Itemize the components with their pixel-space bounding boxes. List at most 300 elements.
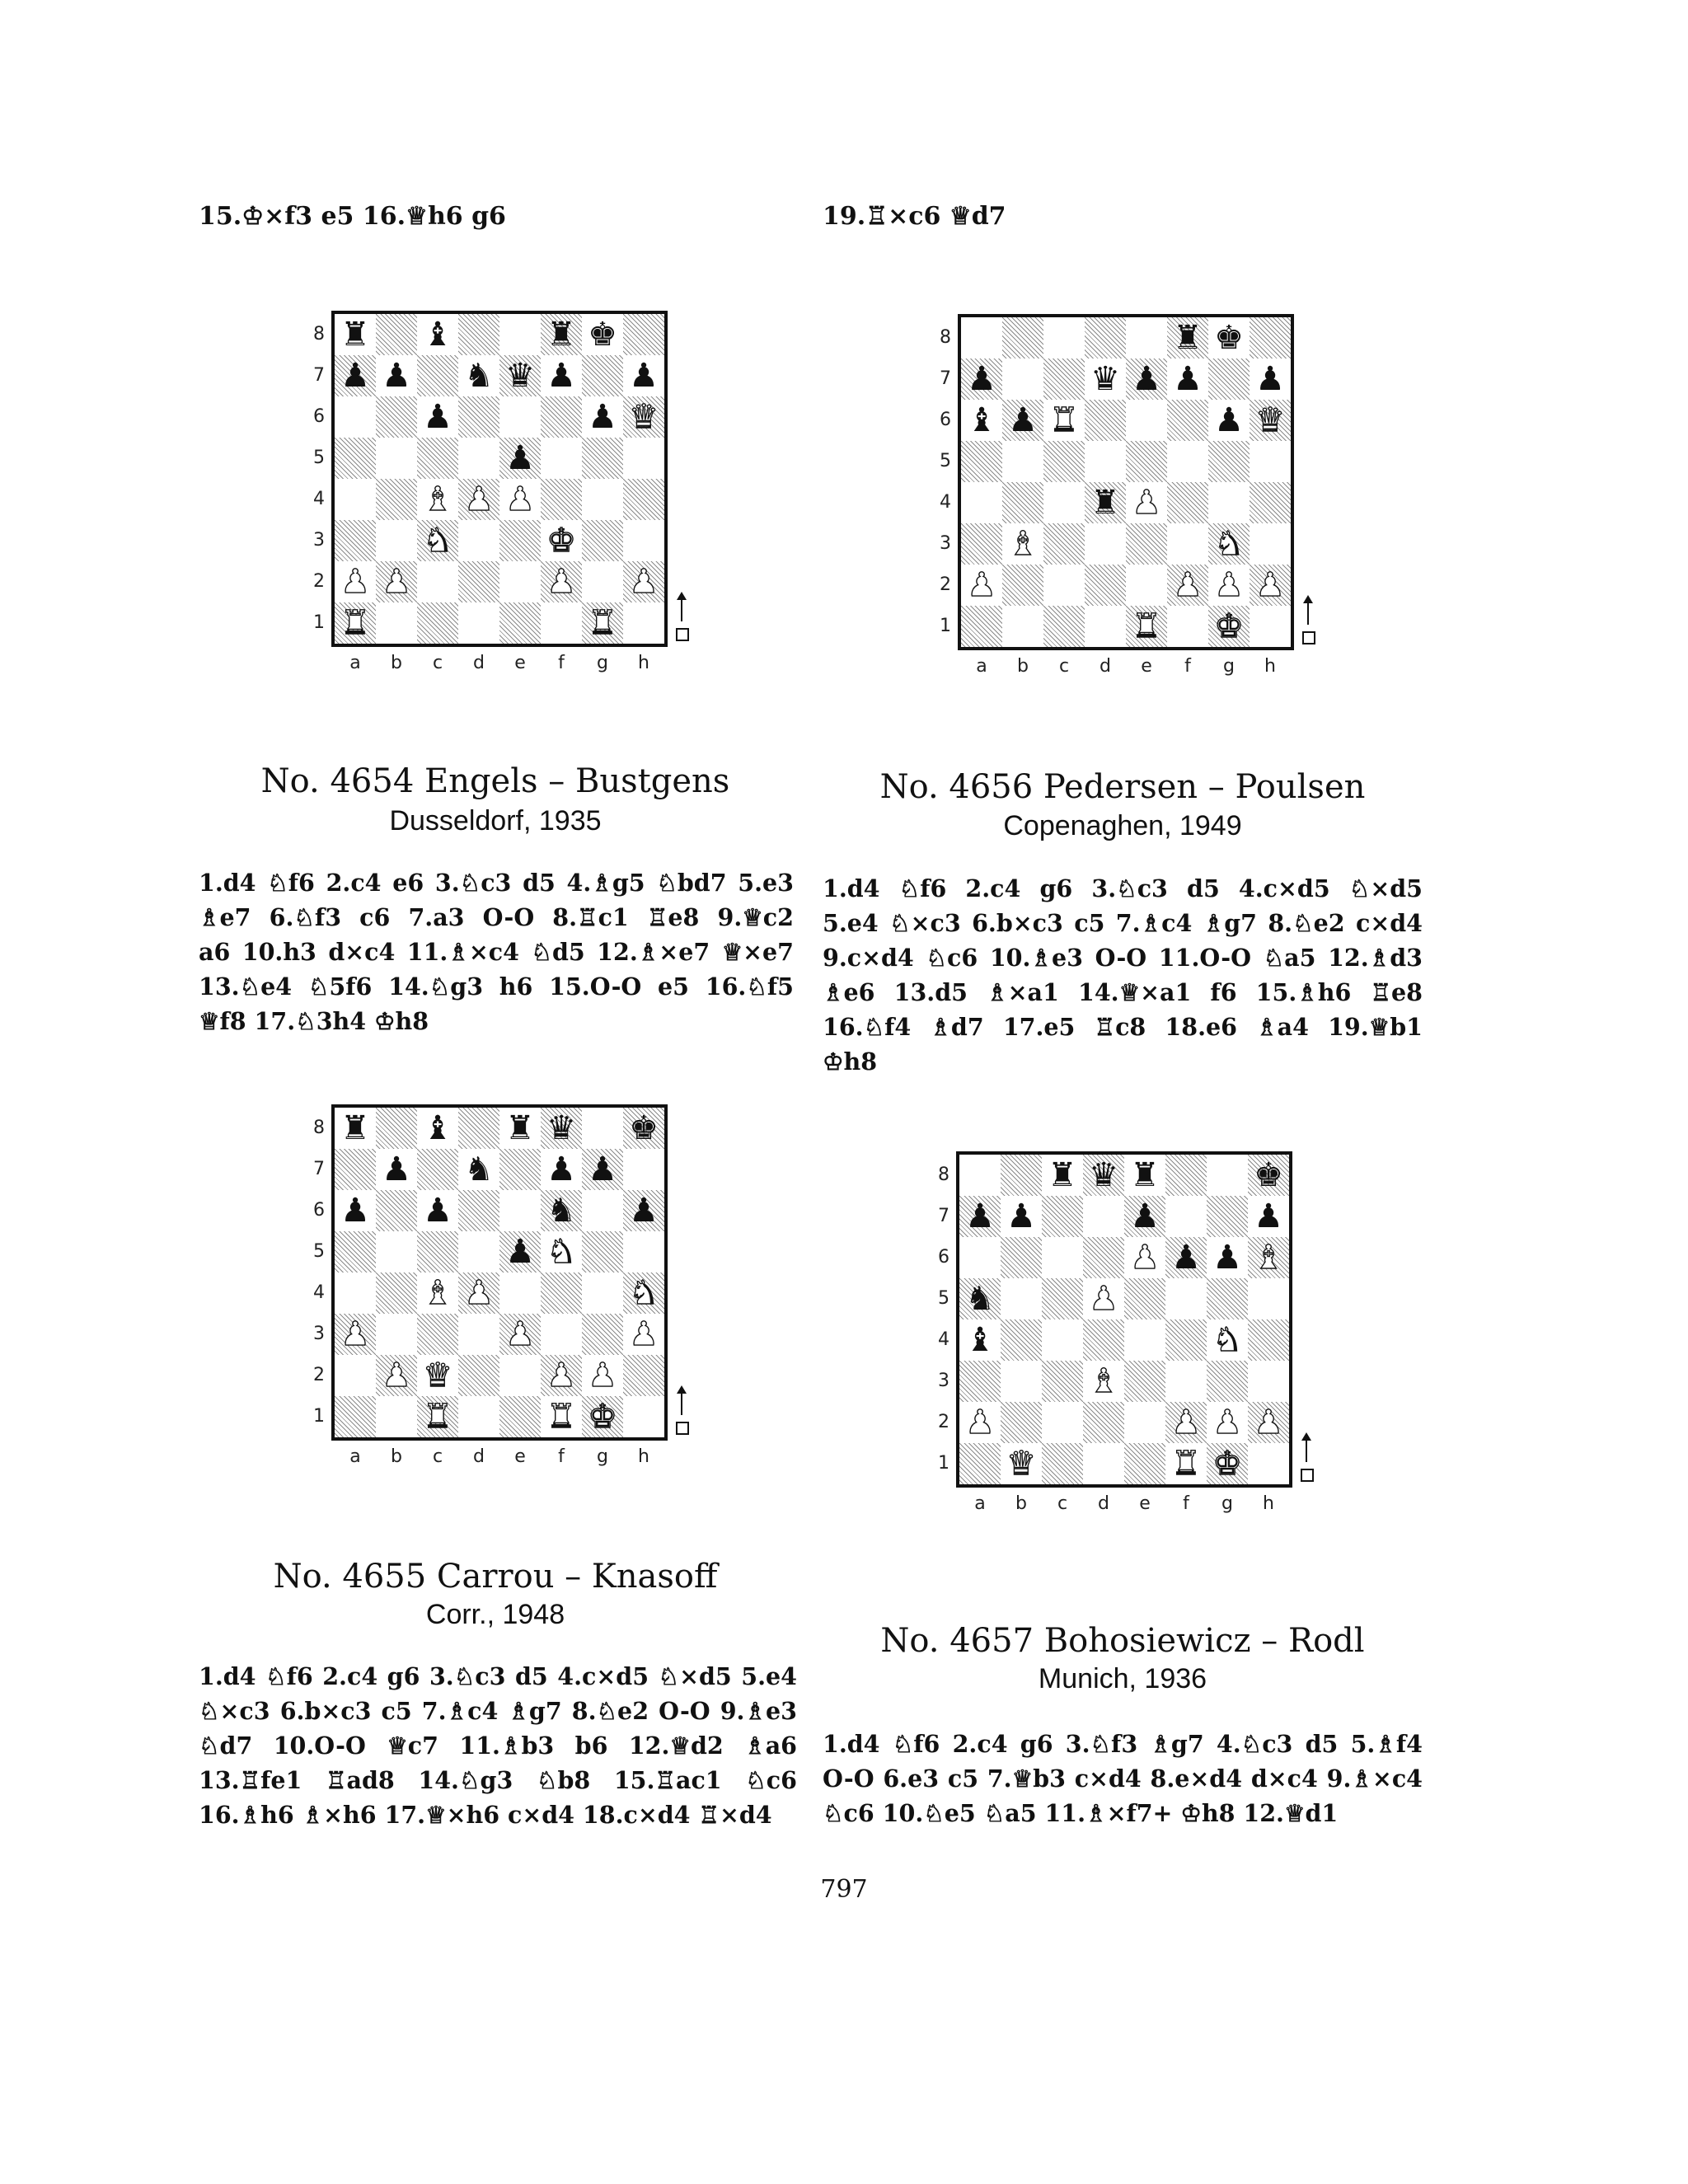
file-label: f bbox=[1184, 656, 1191, 677]
white-pawn-icon: ♟ bbox=[1130, 1239, 1160, 1277]
game-moves-4655 bbox=[199, 1659, 797, 1832]
black-pawn-icon: ♟ bbox=[967, 360, 996, 398]
board-square-b3 bbox=[376, 520, 417, 561]
board-square-g7 bbox=[1207, 1196, 1248, 1237]
board-square-c5 bbox=[1043, 441, 1085, 482]
move-line: ♗e6 13.d5 ♗×a1 14.♕×a1 f6 15.♗h6 ♖e8 bbox=[823, 978, 1423, 1006]
board-square-d5 bbox=[458, 438, 499, 479]
white-bishop-icon: ♝ bbox=[423, 480, 452, 518]
board-square-d5 bbox=[1085, 441, 1126, 482]
board-square-e5 bbox=[1124, 1278, 1165, 1319]
board-square-f2 bbox=[1165, 1402, 1207, 1443]
board-square-e3 bbox=[1126, 523, 1167, 565]
board-square-h5 bbox=[1250, 441, 1291, 482]
board-square-a8 bbox=[961, 317, 1002, 359]
white-pawn-icon: ♟ bbox=[1173, 566, 1203, 604]
black-rook-icon: ♜ bbox=[340, 1109, 370, 1147]
board-square-e6 bbox=[1126, 400, 1167, 441]
file-label: e bbox=[1141, 656, 1152, 677]
rank-label: 6 bbox=[313, 406, 325, 427]
board-square-h8 bbox=[1248, 1155, 1289, 1196]
board-square-b8 bbox=[376, 1108, 417, 1149]
board-square-f3 bbox=[541, 1314, 582, 1355]
board-square-a7 bbox=[961, 359, 1002, 400]
black-rook-icon: ♜ bbox=[505, 1109, 535, 1147]
board-square-d3 bbox=[1085, 523, 1126, 565]
rank-label: 8 bbox=[940, 327, 951, 348]
white-pawn-icon: ♟ bbox=[629, 1315, 659, 1353]
board-square-b8 bbox=[376, 314, 417, 355]
rank-label: 2 bbox=[313, 571, 325, 592]
board-square-g3 bbox=[582, 1314, 623, 1355]
board-square-e1 bbox=[1124, 1443, 1165, 1484]
black-rook-icon: ♜ bbox=[1090, 484, 1120, 522]
board-square-b3 bbox=[376, 1314, 417, 1355]
board-square-e1 bbox=[499, 602, 541, 644]
board-square-b3 bbox=[1002, 523, 1043, 565]
board-square-d6 bbox=[1083, 1237, 1124, 1278]
white-king-icon: ♚ bbox=[588, 1398, 617, 1436]
board-square-e2 bbox=[499, 1355, 541, 1396]
board-square-d1 bbox=[458, 1396, 499, 1437]
board-square-f5 bbox=[541, 1231, 582, 1272]
board-square-d8 bbox=[1085, 317, 1126, 359]
board-square-h6 bbox=[1248, 1237, 1289, 1278]
board-square-d3 bbox=[1083, 1361, 1124, 1402]
file-label: a bbox=[349, 653, 361, 673]
move-line: 5.e4 ♘×c3 6.b×c3 c5 7.♗c4 ♗g7 8.♘e2 c×d4 bbox=[823, 909, 1423, 937]
board-square-h4 bbox=[623, 1272, 664, 1314]
white-pawn-icon: ♟ bbox=[340, 1315, 370, 1353]
file-label: g bbox=[1223, 656, 1235, 677]
board-square-f6 bbox=[1167, 400, 1208, 441]
board-square-b5 bbox=[1001, 1278, 1042, 1319]
move-line: 1.d4 ♘f6 2.c4 g6 3.♘c3 d5 4.c×d5 ♘×d5 bbox=[823, 874, 1423, 902]
black-pawn-icon: ♟ bbox=[588, 1151, 617, 1188]
black-pawn-icon: ♟ bbox=[1006, 1197, 1036, 1235]
board-square-h1 bbox=[1250, 606, 1291, 647]
board-square-h4 bbox=[1250, 482, 1291, 523]
board-square-h2 bbox=[1248, 1402, 1289, 1443]
board-square-c3 bbox=[1043, 523, 1085, 565]
white-bishop-icon: ♝ bbox=[1089, 1362, 1118, 1400]
board-square-d1 bbox=[458, 602, 499, 644]
board-square-d3 bbox=[458, 1314, 499, 1355]
white-rook-icon: ♜ bbox=[1171, 1445, 1201, 1483]
board-square-e7 bbox=[499, 355, 541, 396]
board-square-f7 bbox=[541, 1149, 582, 1190]
move-line: 13.♘e4 ♘5f6 14.♘g3 h6 15.O-O e5 16.♘f5 bbox=[199, 972, 794, 1001]
game-place-4656: Copenaghen, 1949 bbox=[1003, 810, 1242, 841]
file-label: f bbox=[558, 1446, 565, 1467]
board-square-b4 bbox=[376, 1272, 417, 1314]
board-square-h7 bbox=[1248, 1196, 1289, 1237]
board-square-f1 bbox=[541, 1396, 582, 1437]
board-square-f3 bbox=[541, 520, 582, 561]
board-square-d8 bbox=[458, 1108, 499, 1149]
white-pawn-icon: ♟ bbox=[464, 1274, 494, 1312]
board-square-a6 bbox=[335, 396, 376, 438]
board-square-e2 bbox=[499, 561, 541, 602]
game-moves-4656 bbox=[823, 871, 1423, 1079]
board-square-d4 bbox=[458, 479, 499, 520]
game-place-4657: Munich, 1936 bbox=[1038, 1663, 1207, 1694]
file-label: e bbox=[1139, 1493, 1151, 1514]
white-queen-icon: ♛ bbox=[1255, 401, 1285, 439]
board-square-c2 bbox=[1042, 1402, 1083, 1443]
game-place-4654: Dusseldorf, 1935 bbox=[389, 805, 602, 837]
black-rook-icon: ♜ bbox=[1130, 1156, 1160, 1194]
board-square-b2 bbox=[376, 561, 417, 602]
white-rook-icon: ♜ bbox=[588, 604, 617, 642]
board-square-h6 bbox=[623, 1190, 664, 1231]
board-square-g8 bbox=[1208, 317, 1250, 359]
game-title-4655: No. 4655 Carrou – Knasoff bbox=[273, 1558, 718, 1596]
file-label: a bbox=[974, 1493, 986, 1514]
black-pawn-icon: ♟ bbox=[1254, 1197, 1283, 1235]
board-square-b8 bbox=[1001, 1155, 1042, 1196]
file-label: e bbox=[514, 1446, 526, 1467]
black-knight-icon: ♞ bbox=[464, 357, 494, 395]
black-pawn-icon: ♟ bbox=[1171, 1239, 1201, 1277]
move-line: ♗e7 6.♘f3 c6 7.a3 O-O 8.♖c1 ♖e8 9.♕c2 bbox=[199, 903, 794, 931]
board-square-a4 bbox=[961, 482, 1002, 523]
board-square-a2 bbox=[961, 565, 1002, 606]
white-pawn-icon: ♟ bbox=[1171, 1404, 1201, 1441]
board-square-a8 bbox=[959, 1155, 1001, 1196]
move-line: ♔h8 bbox=[823, 1047, 878, 1076]
board-square-d7 bbox=[458, 355, 499, 396]
white-king-icon: ♚ bbox=[1212, 1445, 1242, 1483]
board-square-f5 bbox=[1165, 1278, 1207, 1319]
board-square-a1 bbox=[959, 1443, 1001, 1484]
board-square-h4 bbox=[1248, 1319, 1289, 1361]
white-pawn-icon: ♟ bbox=[965, 1404, 995, 1441]
board-square-h3 bbox=[1248, 1361, 1289, 1402]
file-label: g bbox=[1221, 1493, 1233, 1514]
board-square-d6 bbox=[458, 396, 499, 438]
board-square-a3 bbox=[959, 1361, 1001, 1402]
white-rook-icon: ♜ bbox=[546, 1398, 576, 1436]
board-square-d8 bbox=[1083, 1155, 1124, 1196]
rank-label: 2 bbox=[938, 1412, 950, 1432]
board-square-f6 bbox=[541, 396, 582, 438]
continuation-line-right: 19.♖×c6 ♕d7 bbox=[823, 202, 1006, 231]
board-square-g1 bbox=[1207, 1443, 1248, 1484]
black-bishop-icon: ♝ bbox=[423, 316, 452, 354]
black-queen-icon: ♛ bbox=[505, 357, 535, 395]
board-square-f8 bbox=[541, 314, 582, 355]
board-square-f2 bbox=[541, 1355, 582, 1396]
move-line: ♘d7 10.O-O ♕c7 11.♗b3 b6 12.♕d2 ♗a6 bbox=[199, 1732, 797, 1760]
white-to-move-indicator bbox=[1299, 1436, 1315, 1485]
board-square-h1 bbox=[623, 1396, 664, 1437]
board-square-g6 bbox=[1208, 400, 1250, 441]
board-square-h2 bbox=[623, 1355, 664, 1396]
rank-label: 3 bbox=[938, 1371, 950, 1391]
board-square-d4 bbox=[1083, 1319, 1124, 1361]
board-square-e6 bbox=[1124, 1237, 1165, 1278]
board-square-b7 bbox=[1002, 359, 1043, 400]
board-square-h3 bbox=[623, 1314, 664, 1355]
board-square-f5 bbox=[541, 438, 582, 479]
black-pawn-icon: ♟ bbox=[588, 398, 617, 436]
rank-label: 7 bbox=[313, 1159, 325, 1179]
rank-label: 8 bbox=[938, 1165, 950, 1185]
board-square-h6 bbox=[623, 396, 664, 438]
board-square-c6 bbox=[1042, 1237, 1083, 1278]
board-square-a7 bbox=[335, 355, 376, 396]
board-square-c7 bbox=[417, 355, 458, 396]
black-rook-icon: ♜ bbox=[546, 316, 576, 354]
board-square-d7 bbox=[1085, 359, 1126, 400]
board-square-e7 bbox=[1126, 359, 1167, 400]
white-rook-icon: ♜ bbox=[1049, 401, 1079, 439]
white-to-move-indicator bbox=[1301, 598, 1317, 648]
board-square-g6 bbox=[582, 396, 623, 438]
file-label: e bbox=[514, 653, 526, 673]
board-square-f8 bbox=[1167, 317, 1208, 359]
board-square-b3 bbox=[1001, 1361, 1042, 1402]
board-square-d2 bbox=[1083, 1402, 1124, 1443]
rank-label: 4 bbox=[940, 492, 951, 513]
file-label: g bbox=[597, 1446, 608, 1467]
rank-label: 2 bbox=[313, 1365, 325, 1385]
board-square-f1 bbox=[541, 602, 582, 644]
black-pawn-icon: ♟ bbox=[423, 398, 452, 436]
game-moves-4657 bbox=[823, 1727, 1423, 1830]
black-pawn-icon: ♟ bbox=[382, 357, 411, 395]
game-title-4654: No. 4654 Engels – Bustgens bbox=[260, 762, 730, 800]
board-square-c4 bbox=[1043, 482, 1085, 523]
board-square-b1 bbox=[376, 602, 417, 644]
board-square-g2 bbox=[582, 561, 623, 602]
board-square-h1 bbox=[623, 602, 664, 644]
board-square-a6 bbox=[335, 1190, 376, 1231]
board-square-c1 bbox=[1042, 1443, 1083, 1484]
rank-label: 3 bbox=[940, 533, 951, 554]
white-to-move-indicator bbox=[674, 595, 691, 644]
board-square-b5 bbox=[376, 1231, 417, 1272]
board-square-c6 bbox=[417, 1190, 458, 1231]
board-square-b2 bbox=[1001, 1402, 1042, 1443]
board-square-h5 bbox=[623, 438, 664, 479]
board-square-f8 bbox=[1165, 1155, 1207, 1196]
board-square-g5 bbox=[1207, 1278, 1248, 1319]
rank-label: 3 bbox=[313, 1324, 325, 1344]
rank-label: 4 bbox=[938, 1329, 950, 1350]
board-square-f7 bbox=[1167, 359, 1208, 400]
board-square-c3 bbox=[417, 520, 458, 561]
board-square-h3 bbox=[623, 520, 664, 561]
black-pawn-icon: ♟ bbox=[1130, 1197, 1160, 1235]
board-square-e6 bbox=[499, 396, 541, 438]
board-square-g3 bbox=[1207, 1361, 1248, 1402]
board-square-h2 bbox=[1250, 565, 1291, 606]
board-square-d7 bbox=[1083, 1196, 1124, 1237]
board-square-e6 bbox=[499, 1190, 541, 1231]
board-square-d2 bbox=[1085, 565, 1126, 606]
board-square-f5 bbox=[1167, 441, 1208, 482]
board-square-h7 bbox=[623, 355, 664, 396]
black-king-icon: ♚ bbox=[629, 1109, 659, 1147]
move-line: 1.d4 ♘f6 2.c4 g6 3.♘f3 ♗g7 4.♘c3 d5 5.♗f4 bbox=[823, 1730, 1423, 1758]
board-square-g8 bbox=[1207, 1155, 1248, 1196]
board-square-c3 bbox=[1042, 1361, 1083, 1402]
white-knight-icon: ♞ bbox=[629, 1274, 659, 1312]
rank-label: 3 bbox=[313, 530, 325, 551]
board-square-h2 bbox=[623, 561, 664, 602]
board-square-a3 bbox=[961, 523, 1002, 565]
white-knight-icon: ♞ bbox=[1214, 525, 1244, 563]
white-pawn-icon: ♟ bbox=[340, 563, 370, 601]
board-square-a5 bbox=[335, 1231, 376, 1272]
game-place-4655: Corr., 1948 bbox=[425, 1599, 565, 1630]
board-square-a1 bbox=[335, 1396, 376, 1437]
rank-label: 7 bbox=[940, 368, 951, 389]
white-knight-icon: ♞ bbox=[546, 1233, 576, 1271]
page-number: 797 bbox=[820, 1875, 868, 1904]
white-pawn-icon: ♟ bbox=[1132, 484, 1161, 522]
board-square-c5 bbox=[417, 1231, 458, 1272]
white-pawn-icon: ♟ bbox=[1089, 1280, 1118, 1318]
white-knight-icon: ♞ bbox=[423, 522, 452, 560]
file-label: a bbox=[349, 1446, 361, 1467]
board-square-g5 bbox=[582, 1231, 623, 1272]
board-square-h7 bbox=[623, 1149, 664, 1190]
board-square-g5 bbox=[582, 438, 623, 479]
board-square-g4 bbox=[1208, 482, 1250, 523]
rank-label: 8 bbox=[313, 324, 325, 344]
board-square-e8 bbox=[499, 314, 541, 355]
move-line: ♘c6 10.♘e5 ♘a5 11.♗×f7+ ♔h8 12.♕d1 bbox=[823, 1799, 1339, 1827]
board-square-f2 bbox=[541, 561, 582, 602]
board-square-e4 bbox=[1124, 1319, 1165, 1361]
black-pawn-icon: ♟ bbox=[965, 1197, 995, 1235]
board-square-a2 bbox=[335, 561, 376, 602]
board-square-g4 bbox=[1207, 1319, 1248, 1361]
board-square-d6 bbox=[1085, 400, 1126, 441]
board-square-d5 bbox=[458, 1231, 499, 1272]
board-square-c1 bbox=[417, 1396, 458, 1437]
board-square-a1 bbox=[335, 602, 376, 644]
board-square-h6 bbox=[1250, 400, 1291, 441]
board-square-e2 bbox=[1124, 1402, 1165, 1443]
file-label: c bbox=[432, 653, 443, 673]
board-square-d8 bbox=[458, 314, 499, 355]
black-pawn-icon: ♟ bbox=[505, 439, 535, 477]
black-queen-icon: ♛ bbox=[546, 1109, 576, 1147]
rank-label: 7 bbox=[938, 1206, 950, 1226]
board-square-e3 bbox=[1124, 1361, 1165, 1402]
board-square-h8 bbox=[1250, 317, 1291, 359]
game-title-4657: No. 4657 Bohosiewicz – Rodl bbox=[880, 1622, 1365, 1660]
white-to-move-indicator bbox=[674, 1389, 691, 1438]
board-square-c6 bbox=[1043, 400, 1085, 441]
file-label: f bbox=[1183, 1493, 1189, 1514]
move-line: O-O 6.e3 c5 7.♕b3 c×d4 8.e×d4 d×c4 9.♗×c4 bbox=[823, 1765, 1423, 1793]
board-square-b2 bbox=[376, 1355, 417, 1396]
board-square-f6 bbox=[1165, 1237, 1207, 1278]
board-square-a2 bbox=[335, 1355, 376, 1396]
file-label: c bbox=[1058, 656, 1070, 677]
board-square-a7 bbox=[335, 1149, 376, 1190]
game-title-4656: No. 4656 Pedersen – Poulsen bbox=[879, 768, 1366, 806]
board-square-a5 bbox=[959, 1278, 1001, 1319]
black-king-icon: ♚ bbox=[588, 316, 617, 354]
board-square-g4 bbox=[582, 479, 623, 520]
board-square-a7 bbox=[959, 1196, 1001, 1237]
board-square-c5 bbox=[417, 438, 458, 479]
board-square-a1 bbox=[961, 606, 1002, 647]
continuation-line-left: 15.♔×f3 e5 16.♕h6 g6 bbox=[199, 202, 506, 231]
board-square-g7 bbox=[1208, 359, 1250, 400]
board-square-d4 bbox=[1085, 482, 1126, 523]
board-square-f1 bbox=[1167, 606, 1208, 647]
white-queen-icon: ♛ bbox=[423, 1357, 452, 1394]
file-label: d bbox=[473, 653, 485, 673]
board-square-g1 bbox=[582, 1396, 623, 1437]
board-square-f6 bbox=[541, 1190, 582, 1231]
board-square-a8 bbox=[335, 314, 376, 355]
white-queen-icon: ♛ bbox=[629, 398, 659, 436]
board-square-b1 bbox=[1001, 1443, 1042, 1484]
white-pawn-icon: ♟ bbox=[1255, 566, 1285, 604]
board-square-c2 bbox=[417, 1355, 458, 1396]
board-square-d3 bbox=[458, 520, 499, 561]
move-line: 9.c×d4 ♘c6 10.♗e3 O-O 11.O-O ♘a5 12.♗d3 bbox=[823, 944, 1423, 972]
board-square-e5 bbox=[499, 438, 541, 479]
board-square-f3 bbox=[1167, 523, 1208, 565]
black-pawn-icon: ♟ bbox=[1212, 1239, 1242, 1277]
black-queen-icon: ♛ bbox=[1090, 360, 1120, 398]
board-square-g4 bbox=[582, 1272, 623, 1314]
move-line: a6 10.h3 d×c4 11.♗×c4 ♘d5 12.♗×e7 ♕×e7 bbox=[199, 938, 794, 966]
board-square-b4 bbox=[1001, 1319, 1042, 1361]
board-square-c8 bbox=[417, 1108, 458, 1149]
chess-board-4655 bbox=[331, 1104, 668, 1441]
move-line: 16.♘f4 ♗d7 17.e5 ♖c8 18.e6 ♗a4 19.♕b1 bbox=[823, 1013, 1423, 1041]
board-square-b4 bbox=[376, 479, 417, 520]
board-square-e7 bbox=[1124, 1196, 1165, 1237]
board-square-b1 bbox=[1002, 606, 1043, 647]
board-square-d4 bbox=[458, 1272, 499, 1314]
board-square-e5 bbox=[1126, 441, 1167, 482]
board-square-b8 bbox=[1002, 317, 1043, 359]
board-square-c8 bbox=[1043, 317, 1085, 359]
board-square-f8 bbox=[541, 1108, 582, 1149]
board-square-f4 bbox=[541, 479, 582, 520]
chess-board-4654 bbox=[331, 311, 668, 647]
board-square-b6 bbox=[1002, 400, 1043, 441]
white-pawn-icon: ♟ bbox=[588, 1357, 617, 1394]
white-queen-icon: ♛ bbox=[1006, 1445, 1036, 1483]
board-square-h5 bbox=[623, 1231, 664, 1272]
rank-label: 1 bbox=[940, 616, 951, 636]
board-square-g5 bbox=[1208, 441, 1250, 482]
board-square-a4 bbox=[959, 1319, 1001, 1361]
file-label: g bbox=[597, 653, 608, 673]
board-square-h4 bbox=[623, 479, 664, 520]
black-pawn-icon: ♟ bbox=[423, 1192, 452, 1230]
board-square-a5 bbox=[335, 438, 376, 479]
move-line: 16.♗h6 ♗×h6 17.♕×h6 c×d4 18.c×d4 ♖×d4 bbox=[199, 1801, 772, 1829]
board-square-a8 bbox=[335, 1108, 376, 1149]
board-square-g6 bbox=[1207, 1237, 1248, 1278]
board-square-b1 bbox=[376, 1396, 417, 1437]
chess-board-4656 bbox=[958, 314, 1294, 650]
board-square-e2 bbox=[1126, 565, 1167, 606]
